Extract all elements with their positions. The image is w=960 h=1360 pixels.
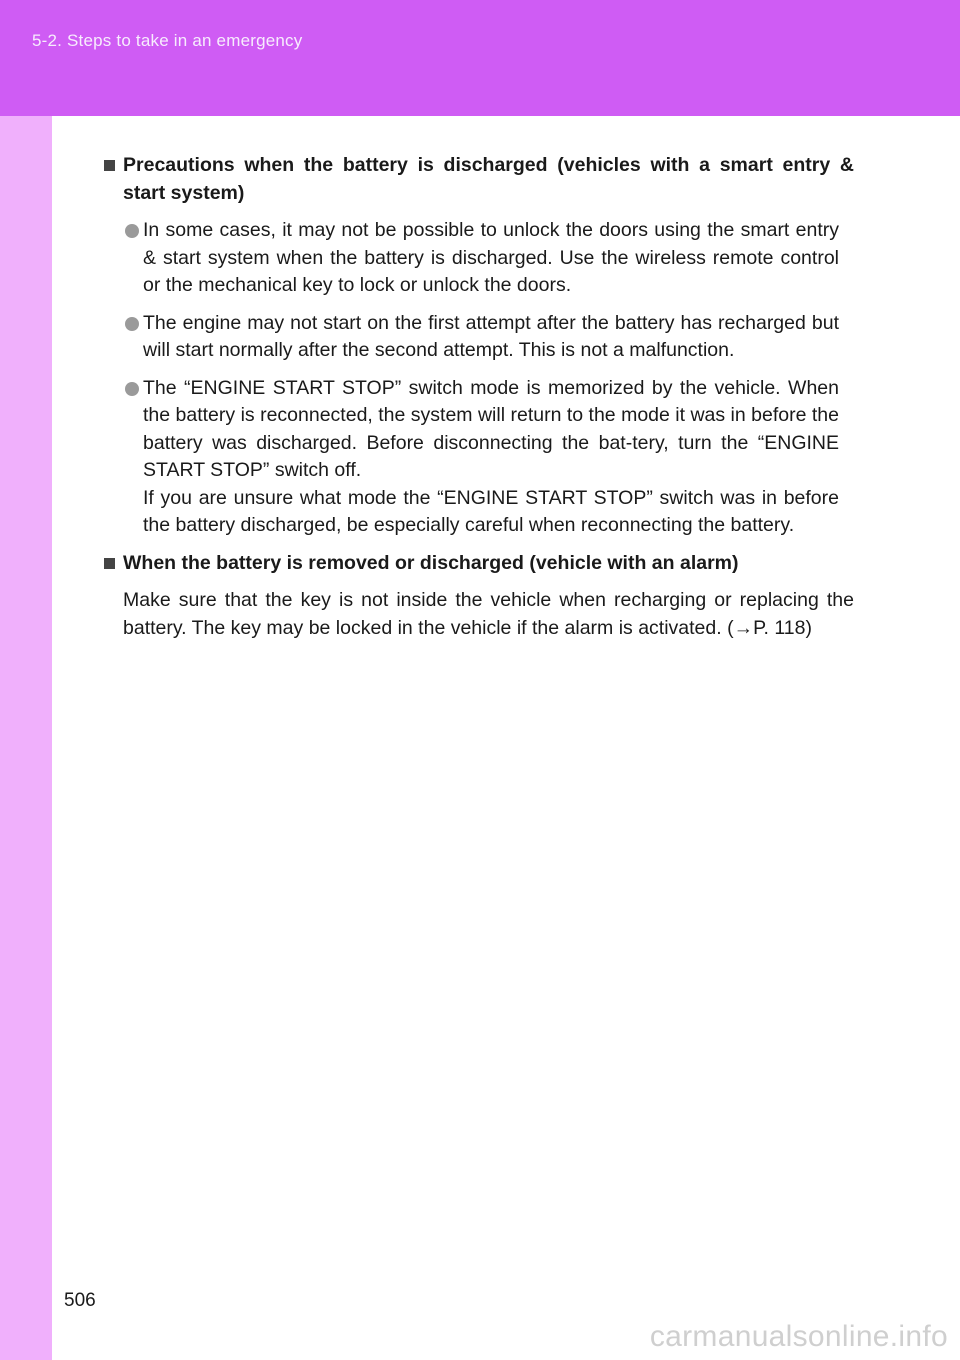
list-item: [123, 310, 839, 365]
list-item-text: The “ENGINE START STOP” switch mode is memorized by the vehicle. When the battery is reconnected, the system will return to the mode it was in before the battery was discharged. Before disconnecting the bat-tery, turn the “ENGINE START STOP” switch off.: [143, 376, 839, 481]
round-bullet-icon: [125, 317, 139, 331]
page-header: [0, 0, 960, 116]
list-item-text: In some cases, it may not be possible to unlock the doors using the smart entry & start system when the battery is discharged. Use the wireless remote control or the mechanical key to lock or unlock the doors.: [143, 219, 839, 296]
side-margin-bar: [0, 116, 52, 1360]
section-heading-text: When the battery is removed or discharged (vehicle with an alarm): [123, 551, 739, 574]
list-item: [123, 375, 839, 540]
list-item-text-continued: If you are unsure what mode the “ENGINE START STOP” switch was in before the battery discharged, be especially careful when reconnecting the battery.: [143, 486, 839, 536]
watermark-text: carmanualsonline.info: [649, 1320, 948, 1353]
page-number: 506: [64, 1290, 96, 1311]
list-item-text: The engine may not start on the first attempt after the battery has recharged but will start normally after the second attempt. This is not a malfunction.: [143, 311, 839, 361]
section-body-text: Make sure that the key is not inside the vehicle when recharging or replacing the battery. The key may be locked in the vehicle if the alarm is activated. (→P. 118): [123, 589, 854, 639]
section-heading-text: Precautions when the battery is discharged (vehicles with a smart entry & start system): [123, 154, 854, 204]
round-bullet-icon: [125, 382, 139, 396]
square-bullet-icon: [104, 558, 115, 569]
round-bullet-icon: [125, 224, 139, 238]
main-content: [102, 152, 854, 642]
list-item: [123, 217, 839, 300]
section-heading-precautions: [102, 152, 854, 207]
section-breadcrumb: 5-2. Steps to take in an emergency: [32, 31, 303, 50]
square-bullet-icon: [104, 160, 115, 171]
section-heading-alarm: [102, 550, 854, 578]
